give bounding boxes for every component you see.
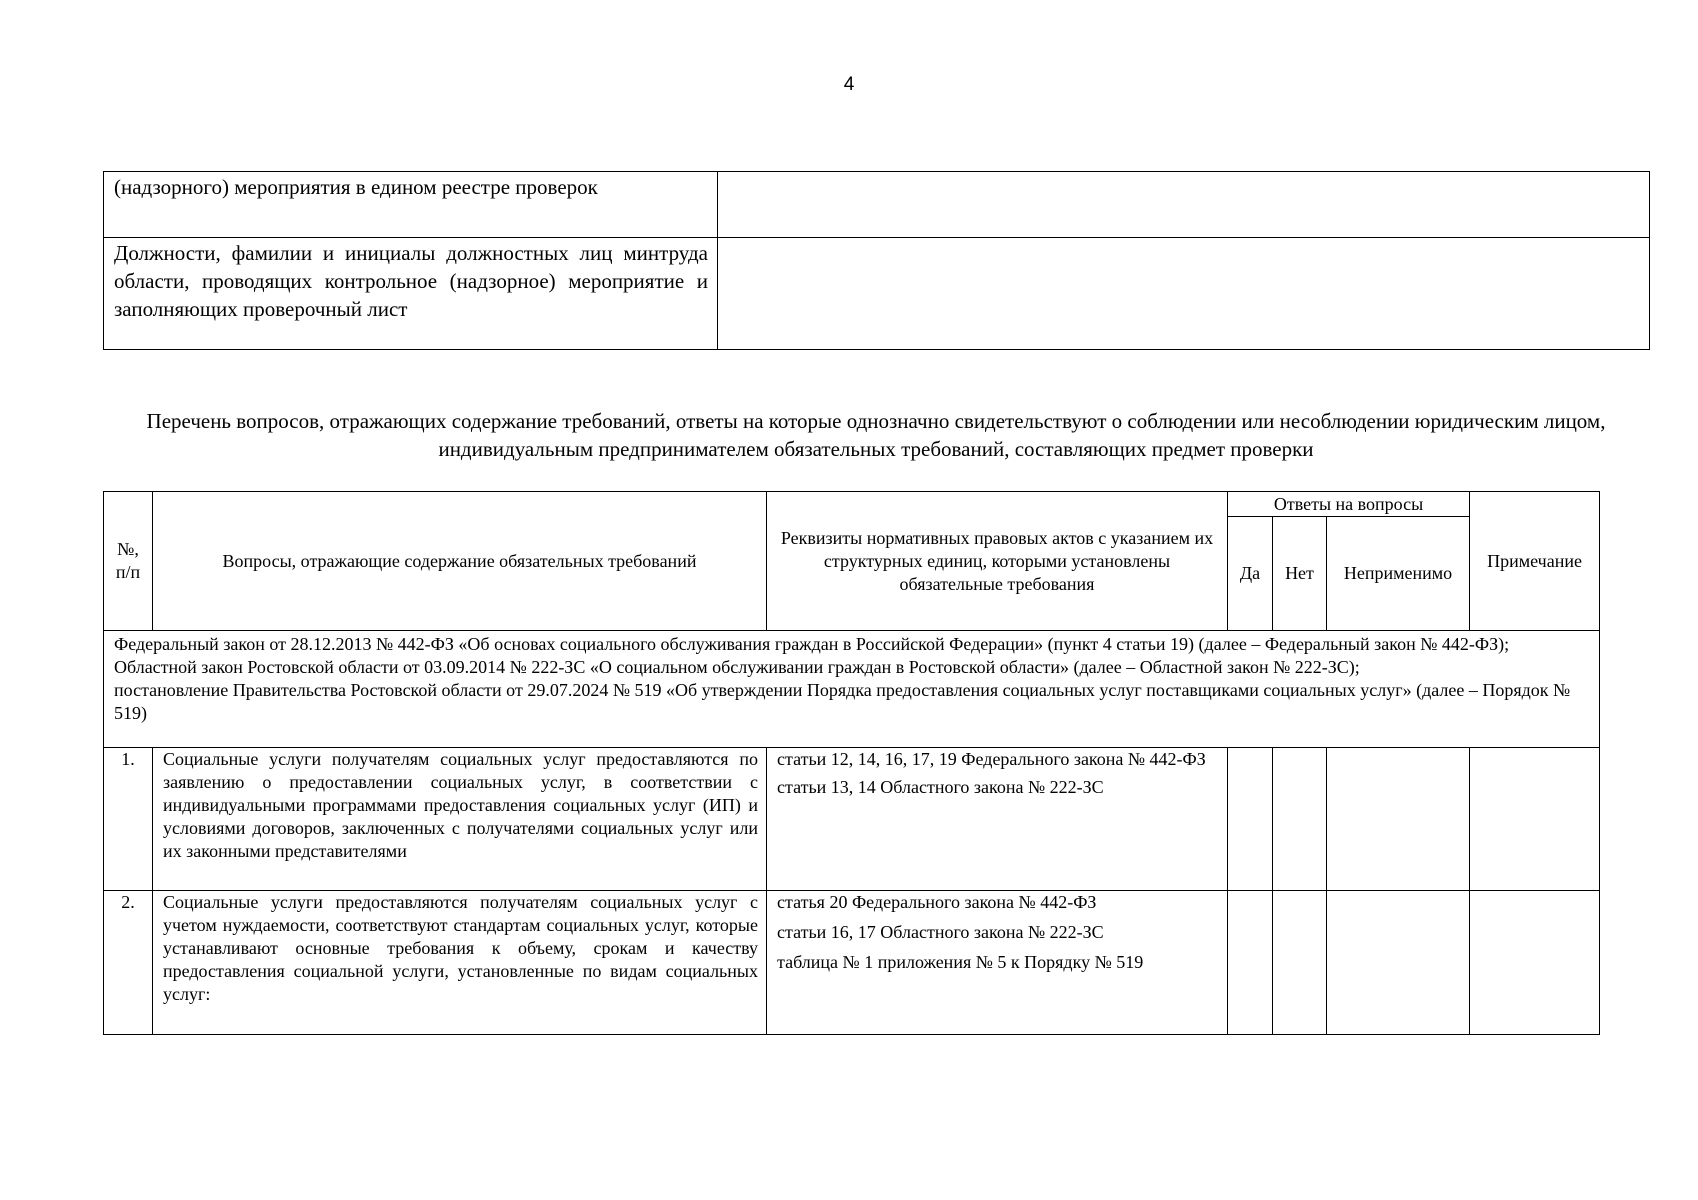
row-answer-no[interactable] <box>1273 748 1327 891</box>
row-basis-line: статьи 16, 17 Областного закона № 222-ЗС <box>777 922 1104 942</box>
row-basis <box>767 891 1228 1035</box>
row-note[interactable] <box>1470 748 1600 891</box>
row-answer-yes[interactable] <box>1228 748 1273 891</box>
header-answers-group: Ответы на вопросы <box>1228 492 1470 517</box>
row-answer-yes[interactable] <box>1228 891 1273 1035</box>
row-basis-line: статьи 12, 14, 16, 17, 19 Федерального закона № 442-ФЗ <box>777 749 1206 769</box>
row-answer-not-applicable[interactable] <box>1327 891 1470 1035</box>
info-value-registry <box>718 172 1650 238</box>
row-answer-not-applicable[interactable] <box>1327 748 1470 891</box>
info-value-officials <box>718 238 1650 350</box>
header-question: Вопросы, отражающие содержание обязательных требований <box>153 492 767 631</box>
header-yes: Да <box>1228 517 1273 631</box>
header-row-top <box>104 492 1600 517</box>
row-number: 1. <box>104 748 153 891</box>
row-basis-line: статьи 13, 14 Областного закона № 222-ЗС <box>777 777 1104 797</box>
header-basis: Реквизиты нормативных правовых актов с указанием их структурных единиц, которыми установлены обязательные требования <box>767 492 1228 631</box>
info-label-officials: Должности, фамилии и инициалы должностных лиц минтруда области, проводящих контрольное (надзорное) мероприятие и заполняющих проверочный лист <box>104 238 718 350</box>
legal-basis-federal-law: Федеральный закон от 28.12.2013 № 442-ФЗ «Об основах социального обслуживания граждан в Российской Федерации» (пункт 4 статьи 19) (далее – Федеральный закон № 442-ФЗ); <box>114 634 1510 654</box>
row-basis <box>767 748 1228 891</box>
table-row <box>104 748 1600 891</box>
section-heading: Перечень вопросов, отражающих содержание требований, ответы на которые однозначно свидетельствуют о соблюдении или несоблюдении юридическим лицом, индивидуальным предпринимателем обязательных требований, составляющих предмет проверки <box>146 409 1606 461</box>
row-number: 2. <box>104 891 153 1035</box>
info-row-officials <box>104 238 1650 350</box>
header-no: Нет <box>1273 517 1327 631</box>
table-row <box>104 891 1600 1035</box>
row-question: Социальные услуги получателям социальных услуг предоставляются по заявлению о предоставлении социальных услуг, в соответствии с индивидуальными программами предоставления социальных услуг (ИП) и условиями договоров, заключенных с получателями социальных услуг или их законными представителями <box>153 748 767 891</box>
row-basis-line: таблица № 1 приложения № 5 к Порядку № 519 <box>777 952 1144 972</box>
legal-basis-cell <box>104 631 1600 748</box>
legal-basis-resolution: постановление Правительства Ростовской области от 29.07.2024 № 519 «Об утверждении Порядка предоставления социальных услуг поставщиками социальных услуг» (далее – Порядок № 519) <box>114 680 1571 723</box>
row-basis-line: статья 20 Федерального закона № 442-ФЗ <box>777 892 1097 912</box>
row-note[interactable] <box>1470 891 1600 1035</box>
info-row-registry <box>104 172 1650 238</box>
row-question: Социальные услуги предоставляются получателям социальных услуг с учетом нуждаемости, соответствуют стандартам социальных услуг, которые устанавливают основные требования к объему, срокам и качеству предоставления социальной услуги, установленные по видам социальных услуг: <box>153 891 767 1035</box>
inspection-info-table <box>103 171 1650 350</box>
row-answer-no[interactable] <box>1273 891 1327 1035</box>
legal-basis-row <box>104 631 1600 748</box>
info-label-registry: (надзорного) мероприятия в едином реестре проверок <box>104 172 718 238</box>
header-number: №, п/п <box>104 492 153 631</box>
header-note: Примечание <box>1470 492 1600 631</box>
legal-basis-regional-law: Областной закон Ростовской области от 03.09.2014 № 222-ЗС «О социальном обслуживании граждан в Ростовской области» (далее – Областной закон № 222-ЗС); <box>114 657 1360 677</box>
header-not-applicable: Неприменимо <box>1327 517 1470 631</box>
checklist-table <box>103 491 1600 1035</box>
page-number: 4 <box>843 74 855 95</box>
